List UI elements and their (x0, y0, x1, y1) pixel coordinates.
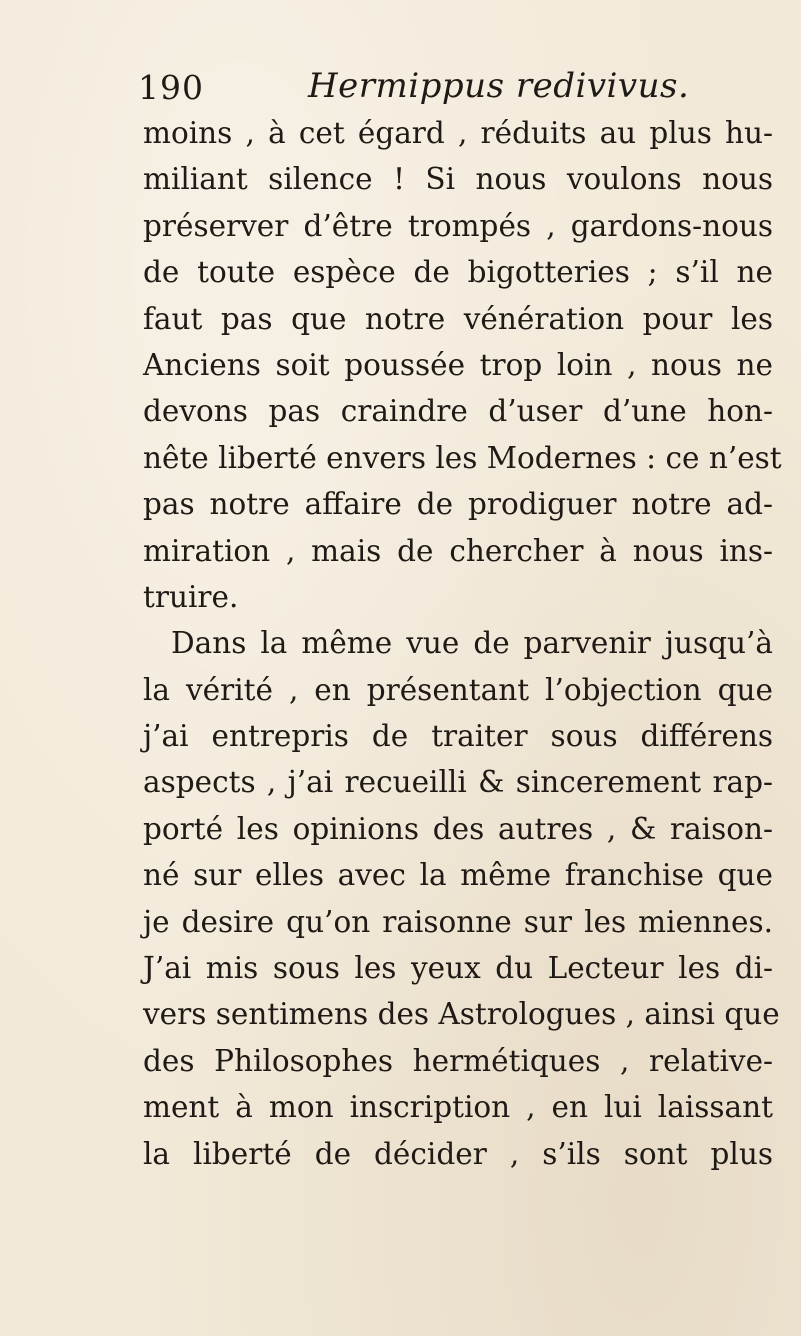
page-number: 190 (138, 68, 204, 107)
text-line: miliant silence ! Si nous voulons nous (143, 162, 773, 197)
text-line: vers sentimens des Astrologues , ainsi que (143, 997, 780, 1032)
text-line: pas notre affaire de prodiguer notre ad- (143, 487, 773, 522)
text-line: truire. (143, 579, 239, 614)
text-line: j’ai entrepris de traiter sous différens (143, 719, 773, 754)
text-line: préserver d’être trompés , gardons-nous (143, 208, 773, 243)
text-line: Dans la même vue de parvenir jusqu’à (171, 626, 773, 661)
text-line: aspects , j’ai recueilli & sincerement rap- (143, 765, 773, 800)
text-line: miration , mais de chercher à nous ins- (143, 533, 773, 568)
text-line: né sur elles avec la même franchise que (143, 858, 773, 893)
text-line: la vérité , en présentant l’objection que (143, 672, 773, 707)
text-line: faut pas que notre vénération pour les (143, 301, 773, 336)
text-line: des Philosophes hermétiques , relative- (143, 1043, 773, 1078)
text-line: je desire qu’on raisonne sur les miennes. (143, 904, 773, 939)
text-line: devons pas craindre d’user d’une hon- (143, 394, 773, 429)
text-line: la liberté de décider , s’ils sont plus (143, 1136, 773, 1171)
body-text (143, 110, 782, 1177)
text-line: nête liberté envers les Modernes : ce n’est (143, 440, 782, 475)
text-line: moins , à cet égard , réduits au plus hu- (143, 116, 773, 150)
text-line: de toute espèce de bigotteries ; s’il ne (143, 255, 773, 290)
text-line: ment à mon inscription , en lui laissant (143, 1090, 773, 1125)
text-line: J’ai mis sous les yeux du Lecteur les di- (143, 951, 773, 986)
text-line: Anciens soit poussée trop loin , nous ne (143, 347, 773, 382)
text-line: porté les opinions des autres , & raison- (143, 811, 773, 846)
page-header (138, 62, 758, 112)
running-title: Hermippus redivivus. (308, 66, 690, 106)
